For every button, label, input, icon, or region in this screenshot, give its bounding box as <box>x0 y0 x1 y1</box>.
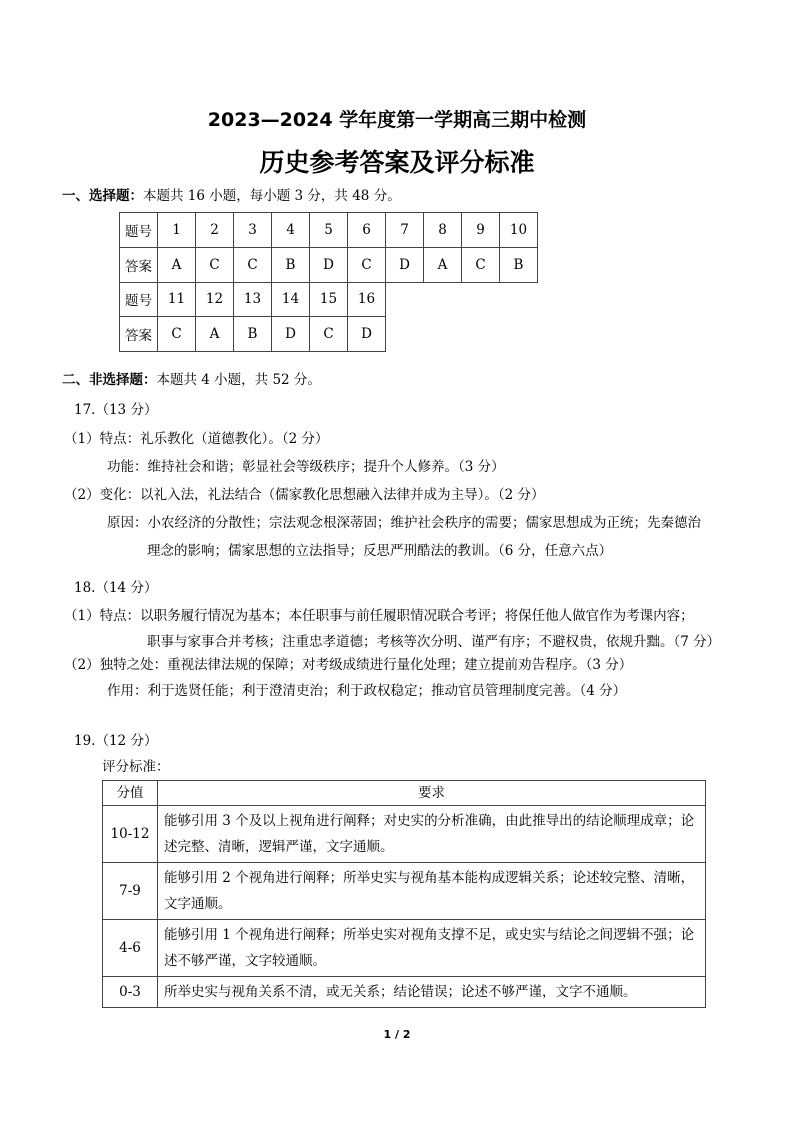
answer-cell: D <box>310 248 348 283</box>
score: 7-9 <box>103 863 158 920</box>
answer-cell: 9 <box>462 213 500 248</box>
answer-cell: B <box>500 248 538 283</box>
header-score: 分值 <box>103 781 158 806</box>
section2-label: 二、非选择题： <box>62 372 157 388</box>
table-row <box>103 920 706 977</box>
answer-cell: C <box>234 248 272 283</box>
row-label: 答案 <box>120 317 158 352</box>
answer-cell: 10 <box>500 213 538 248</box>
section2-desc: 本题共 4 小题，共 52 分。 <box>156 372 321 388</box>
exam-title: 2023—2024 学年度第一学期高三期中检测 <box>207 109 587 131</box>
score: 0-3 <box>103 977 158 1008</box>
requirement: 所举史实与视角关系不清，或无关系；结论错误；论述不够严谨，文字不通顺。 <box>158 977 706 1008</box>
row-label: 答案 <box>120 248 158 283</box>
answer-cell: B <box>272 248 310 283</box>
answer-cell: 4 <box>272 213 310 248</box>
answer-cell: 3 <box>234 213 272 248</box>
table-row <box>103 863 706 920</box>
answer-cell: 2 <box>196 213 234 248</box>
q17-line: （1）特点：礼乐教化（道德教化）。（2 分） <box>64 431 329 447</box>
answer-cell: 12 <box>196 282 234 317</box>
q18-title: 18.（14 分） <box>74 580 158 596</box>
answer-cell: C <box>462 248 500 283</box>
q17-line: 功能：维持社会和谐；彰显社会等级秩序；提升个人修养。（3 分） <box>107 459 505 475</box>
table-row <box>103 806 706 863</box>
requirement: 能够引用 1 个视角进行阐释；所举史实对视角支撑不足，或史实与结论之间逻辑不强；论述不够严谨，文字较通顺。 <box>158 920 706 977</box>
answer-cell: 11 <box>158 282 196 317</box>
q18-line: （1）特点：以职务履行情况为基本；本任职事与前任履职情况联合考评；将保任他人做官作为考课内容； <box>64 608 694 624</box>
q18-line: （2）独特之处：重视法律法规的保障；对考级成绩进行量化处理；建立提前劝告程序。（3 分） <box>64 657 633 673</box>
answer-cell: 15 <box>310 282 348 317</box>
q17-line: 原因：小农经济的分散性；宗法观念根深蒂固；维护社会秩序的需要；儒家思想成为正统；先秦德治 <box>107 515 701 531</box>
answer-cell: 1 <box>158 213 196 248</box>
answer-cell: 14 <box>272 282 310 317</box>
answer-cell: C <box>348 248 386 283</box>
answer-cell: 13 <box>234 282 272 317</box>
header-requirement: 要求 <box>158 781 706 806</box>
answer-cell: C <box>310 317 348 352</box>
q17-line: 理念的影响；儒家思想的立法指导；反思严刑酷法的教训。（6 分，任意六点） <box>147 543 613 559</box>
requirement: 能够引用 2 个视角进行阐释；所举史实与视角基本能构成逻辑关系；论述较完整、清晰，文字通顺。 <box>158 863 706 920</box>
answer-table-1 <box>119 212 538 283</box>
section2-heading <box>62 368 321 388</box>
score: 10-12 <box>103 806 158 863</box>
table-row <box>103 977 706 1008</box>
answer-cell: B <box>234 317 272 352</box>
score: 4-6 <box>103 920 158 977</box>
criteria-label: 评分标准： <box>102 759 170 775</box>
document-title: 历史参考答案及评分标准 <box>259 148 535 177</box>
answer-cell: A <box>424 248 462 283</box>
row-label: 题号 <box>120 213 158 248</box>
answer-cell: D <box>386 248 424 283</box>
section1-heading <box>62 184 401 204</box>
answer-cell: 6 <box>348 213 386 248</box>
answer-table-2 <box>119 282 386 352</box>
rubric-header <box>103 781 706 806</box>
answer-cell: 8 <box>424 213 462 248</box>
answer-cell: 16 <box>348 282 386 317</box>
q18-line: 作用：利于选贤任能；利于澄清吏治；利于政权稳定；推动官员管理制度完善。（4 分） <box>107 683 627 699</box>
answer-cell: 5 <box>310 213 348 248</box>
rubric-table <box>102 780 706 1008</box>
answer-cell: 7 <box>386 213 424 248</box>
answer-cell: A <box>158 248 196 283</box>
requirement: 能够引用 3 个及以上视角进行阐释；对史实的分析准确，由此推导出的结论顺理成章；论述完整、清晰，逻辑严谨，文字通顺。 <box>158 806 706 863</box>
q19-title: 19.（12 分） <box>74 733 158 749</box>
q17-title: 17.（13 分） <box>74 402 158 418</box>
row-label: 题号 <box>120 282 158 317</box>
section1-desc: 本题共 16 小题，每小题 3 分，共 48 分。 <box>143 188 401 204</box>
answer-cell: C <box>196 248 234 283</box>
q18-line: 职事与家事合并考核；注重忠孝道德；考核等次分明、谨严有序；不避权贵，依规升黜。（7 分） <box>147 634 721 650</box>
page-number: 1 / 2 <box>383 1028 411 1041</box>
q17-line: （2）变化：以礼入法，礼法结合（儒家教化思想融入法律并成为主导）。（2 分） <box>64 487 545 503</box>
answer-cell: D <box>348 317 386 352</box>
answer-cell: D <box>272 317 310 352</box>
section1-label: 一、选择题： <box>62 188 143 204</box>
answer-cell: A <box>196 317 234 352</box>
answer-cell: C <box>158 317 196 352</box>
